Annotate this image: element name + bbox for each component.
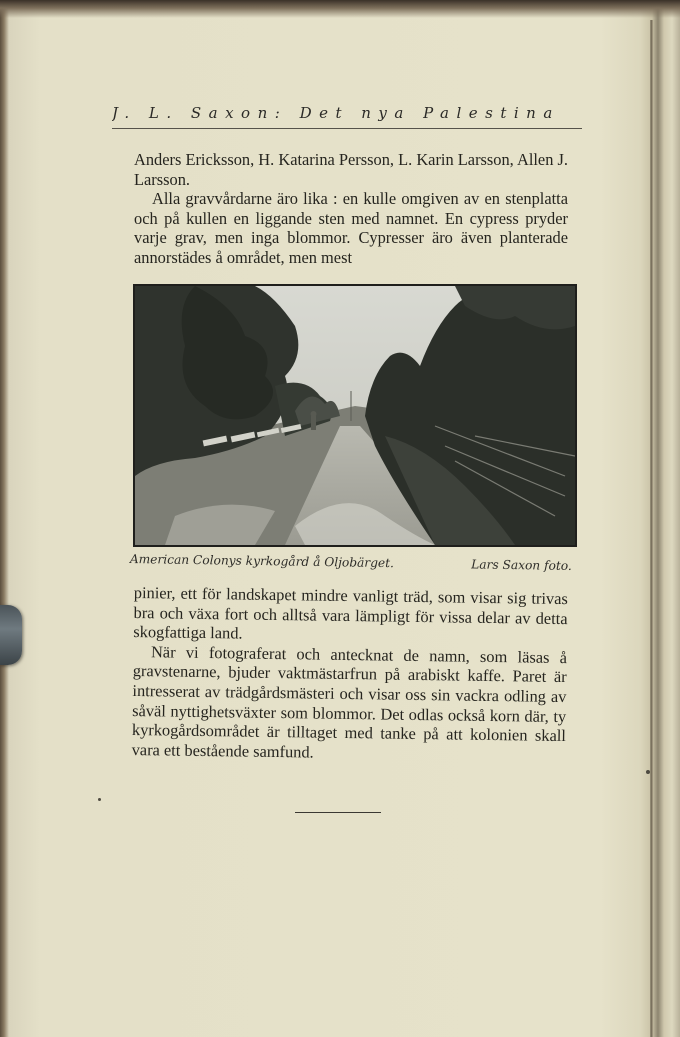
cemetery-photograph — [133, 284, 577, 547]
binding-clip — [0, 605, 22, 665]
scan-top-edge — [0, 0, 680, 18]
photo-credit: Lars Saxon foto. — [471, 557, 572, 573]
end-rule — [295, 812, 381, 813]
photo-caption — [130, 552, 572, 573]
paper-speck — [98, 798, 101, 801]
paragraph-coffee: När vi fotograferat och antecknat de namn, som läsas å gravstenarne, bjuder vaktmästarfrun på arabiskt kaffe. Paret är intresserat av trädgårdsmästeri och visar oss sin vackra odling av såväl nyttighetsväxter som blommor. Det odlas också korn där, ty kyrkogårdsområdet är tilltaget med tanke på att kolonien skall vara ett bestående samfund. — [131, 642, 568, 762]
running-head: J. L. Saxon: Det nya Palestina — [112, 104, 560, 122]
page-crease — [650, 20, 653, 1037]
paragraph-pines: pinier, ett för landskapet mindre vanligt träd, som visar sig trivas bra och växa fort och alltså vara lämpligt för vissa delar av detta skogfattiga land. — [133, 583, 568, 643]
paragraph-graves: Alla gravvårdarne äro lika : en kulle omgiven av en stenplatta och på kullen en liggande sten med namnet. En cypress pryder varje grav, men inga blommor. Cypresser äro även planterade annorstädes å området, men mest — [134, 189, 568, 267]
paper-speck — [646, 770, 650, 774]
head-rule — [112, 128, 582, 129]
text-top — [134, 150, 568, 268]
paragraph-names: Anders Ericksson, H. Katarina Persson, L. Karin Larsson, Allen J. Larsson. — [134, 150, 568, 189]
text-bottom — [132, 583, 568, 765]
cemetery-photo-illustration — [135, 286, 575, 545]
caption-text: American Colonys kyrkogård å Oljobärget. — [129, 552, 395, 571]
